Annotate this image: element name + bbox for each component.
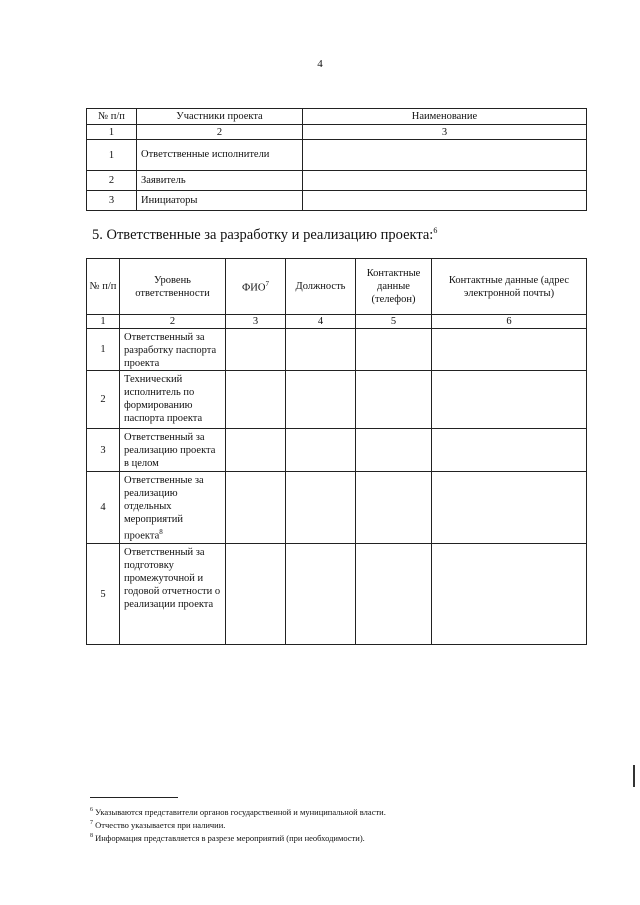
- column-number: 3: [226, 315, 286, 329]
- column-number: 3: [303, 125, 587, 140]
- responsibility-level: Технический исполнитель по формированию паспорта проекта: [120, 371, 226, 429]
- column-number-row: [87, 125, 587, 140]
- footnote-divider: [90, 797, 178, 798]
- participant-label: Ответственные исполнители: [137, 140, 303, 171]
- fio-cell[interactable]: [226, 429, 286, 472]
- column-number: 2: [137, 125, 303, 140]
- email-cell[interactable]: [432, 472, 587, 544]
- responsibility-level: Ответственный за реализацию проекта в целом: [120, 429, 226, 472]
- header-cell: Участники проекта: [137, 109, 303, 125]
- responsibility-level: Ответственный за подготовку промежуточной и годовой отчетности о реализации проекта: [120, 544, 226, 645]
- column-number: 1: [87, 315, 120, 329]
- table-row: [87, 171, 587, 191]
- participants-table: [86, 108, 587, 211]
- column-number: 4: [286, 315, 356, 329]
- table-row: [87, 329, 587, 371]
- phone-cell[interactable]: [356, 329, 432, 371]
- fio-cell[interactable]: [226, 371, 286, 429]
- column-number: 6: [432, 315, 587, 329]
- phone-cell[interactable]: [356, 472, 432, 544]
- header-cell: № п/п: [87, 109, 137, 125]
- header-cell: Уровень ответственности: [120, 259, 226, 315]
- position-cell[interactable]: [286, 544, 356, 645]
- email-cell[interactable]: [432, 371, 587, 429]
- participant-label: Заявитель: [137, 171, 303, 191]
- header-cell: № п/п: [87, 259, 120, 315]
- position-cell[interactable]: [286, 429, 356, 472]
- scan-margin-mark: [633, 765, 635, 787]
- header-cell: Контактные данные (адрес электронной почты): [432, 259, 587, 315]
- responsibility-level: Ответственные за реализацию отдельных мероприятий проекта$^8$: [120, 472, 226, 544]
- position-cell[interactable]: [286, 371, 356, 429]
- email-cell[interactable]: [432, 329, 587, 371]
- table-header-row: [87, 259, 587, 315]
- fio-cell[interactable]: [226, 329, 286, 371]
- table-row: [87, 371, 587, 429]
- phone-cell[interactable]: [356, 429, 432, 472]
- column-number: 5: [356, 315, 432, 329]
- header-cell: Контактные данные (телефон): [356, 259, 432, 315]
- table-row: [87, 140, 587, 171]
- participant-label: Инициаторы: [137, 191, 303, 211]
- phone-cell[interactable]: [356, 371, 432, 429]
- row-number: 1: [87, 140, 137, 171]
- footnote: $^6$ Указываются представители органов государственной и муниципальной власти.: [90, 806, 386, 817]
- name-cell[interactable]: [303, 171, 587, 191]
- footnote-ref: 7: [265, 280, 269, 289]
- page-number: 4: [317, 58, 323, 70]
- responsible-persons-table: [86, 258, 587, 645]
- table-row: [87, 472, 587, 544]
- position-cell[interactable]: [286, 329, 356, 371]
- column-number: 2: [120, 315, 226, 329]
- footnote: $^7$ Отчество указывается при наличии.: [90, 819, 226, 830]
- row-number: 3: [87, 429, 120, 472]
- table-row: [87, 429, 587, 472]
- footnote-ref: 8: [159, 528, 163, 536]
- table-header-row: [87, 109, 587, 125]
- phone-cell[interactable]: [356, 544, 432, 645]
- header-cell: Должность: [286, 259, 356, 315]
- table-row: [87, 544, 587, 645]
- footnotes: [90, 805, 386, 843]
- row-number: 3: [87, 191, 137, 211]
- column-number: 1: [87, 125, 137, 140]
- email-cell[interactable]: [432, 544, 587, 645]
- footnote-ref: 6: [433, 226, 438, 235]
- row-number: 2: [87, 371, 120, 429]
- column-number-row: [87, 315, 587, 329]
- row-number: 4: [87, 472, 120, 544]
- name-cell[interactable]: [303, 140, 587, 171]
- fio-cell[interactable]: [226, 544, 286, 645]
- row-number: 1: [87, 329, 120, 371]
- row-number: 5: [87, 544, 120, 645]
- footnote: $^8$ Информация представляется в разрезе мероприятий (при необходимости).: [90, 832, 365, 843]
- header-cell: Наименование: [303, 109, 587, 125]
- responsibility-level: Ответственный за разработку паспорта проекта: [120, 329, 226, 371]
- section-title: 5. Ответственные за разработку и реализацию проекта:$^6$: [92, 226, 438, 243]
- table-row: [87, 191, 587, 211]
- header-cell: ФИО$^7$: [226, 259, 286, 315]
- position-cell[interactable]: [286, 472, 356, 544]
- fio-cell[interactable]: [226, 472, 286, 544]
- email-cell[interactable]: [432, 429, 587, 472]
- name-cell[interactable]: [303, 191, 587, 211]
- row-number: 2: [87, 171, 137, 191]
